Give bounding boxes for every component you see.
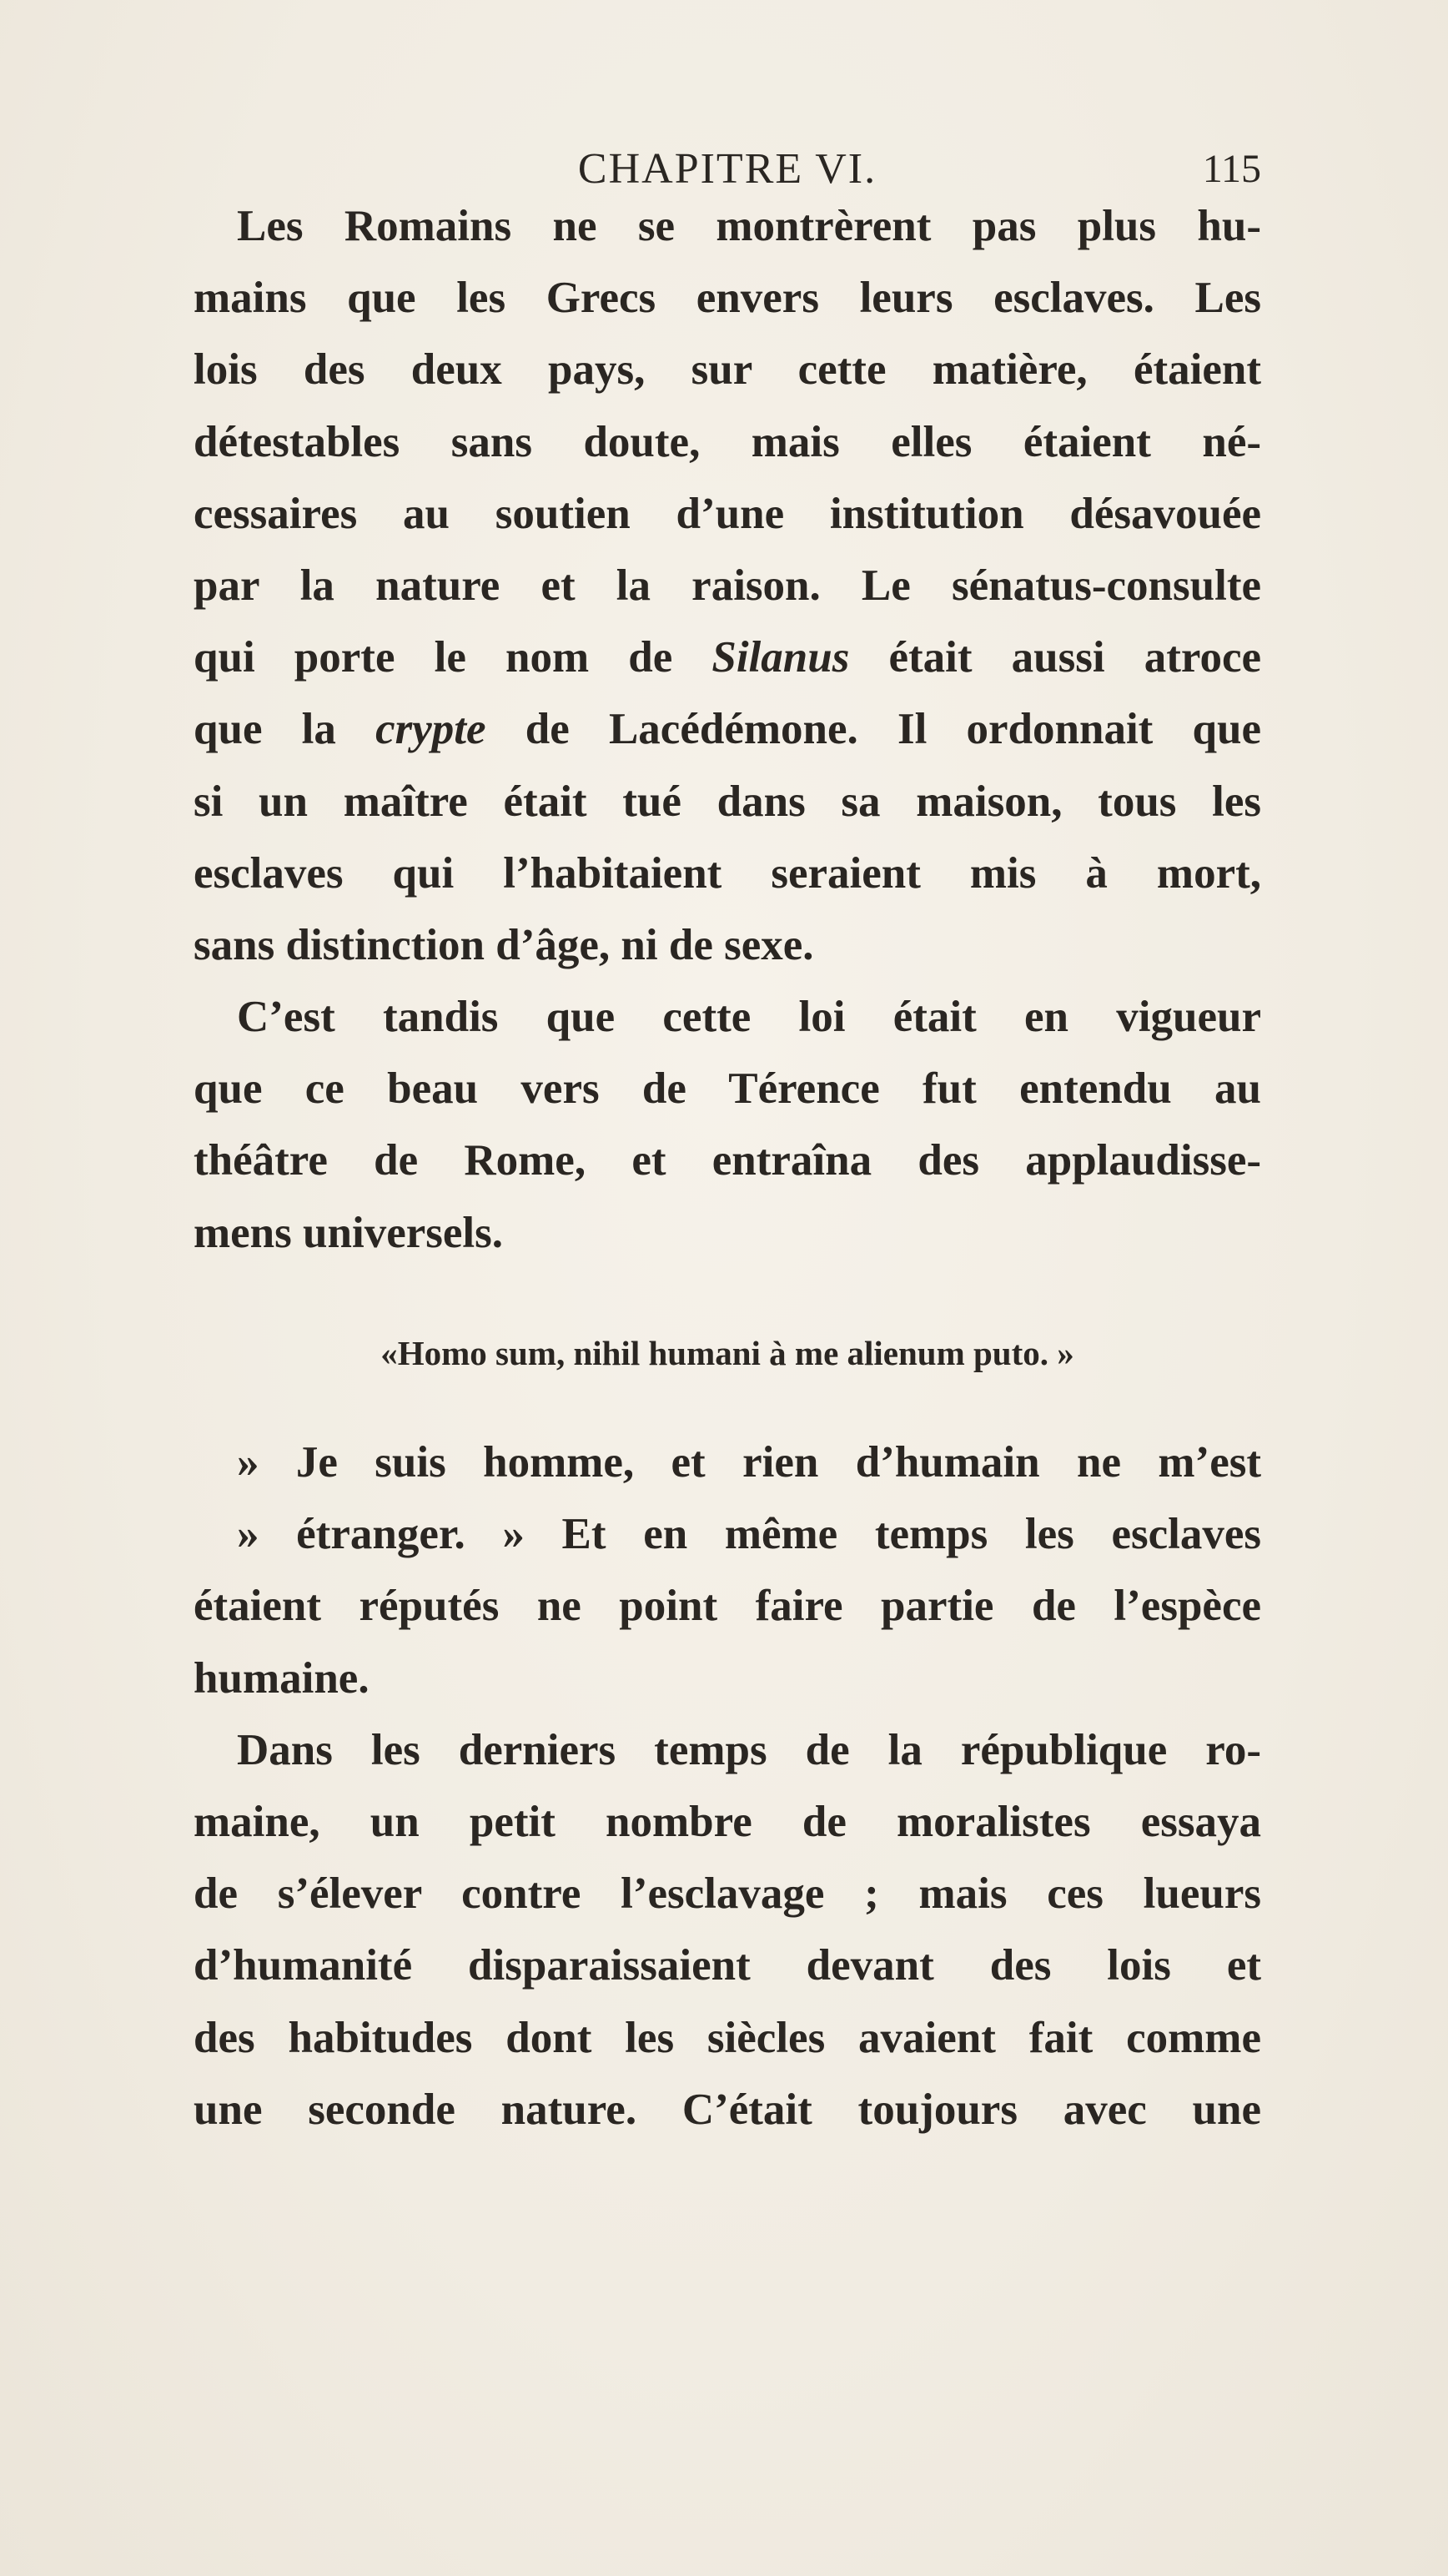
- text-line: détestables sans doute, mais elles étaient né-: [194, 417, 1261, 466]
- text-line: » Je suis homme, et rien d’humain ne m’est: [237, 1438, 1261, 1487]
- text-line: esclaves qui l’habitaient seraient mis à mort,: [194, 848, 1261, 898]
- paragraph-2: [194, 981, 1261, 1269]
- latin-quote: «Homo sum, nihil humani à me alienum puto. »: [380, 1334, 1074, 1372]
- text-line: [194, 693, 1261, 765]
- text-line: Dans les derniers temps de la république ro-: [237, 1725, 1261, 1774]
- running-title: CHAPITRE VI.: [577, 145, 877, 193]
- text-line: lois des deux pays, sur cette matière, étaient: [194, 345, 1261, 395]
- text-line: mens universels.: [194, 1208, 503, 1257]
- italic-term: crypte: [375, 705, 486, 754]
- page-number: 115: [1202, 147, 1261, 191]
- text-line: que ce beau vers de Térence fut entendu au: [194, 1064, 1261, 1114]
- text-line: sans distinction d’âge, ni de sexe.: [194, 920, 814, 969]
- text-line: [194, 621, 1261, 693]
- text-segment: que la: [194, 705, 376, 754]
- text-line: » étranger. » Et en même temps les esclaves: [237, 1510, 1261, 1559]
- text-line: théâtre de Rome, et entraîna des applaudisse-: [194, 1136, 1261, 1185]
- text-line: Les Romains ne se montrèrent pas plus hu-: [237, 202, 1261, 250]
- paragraph-1: [194, 190, 1261, 981]
- text-line: par la nature et la raison. Le sénatus-consulte: [194, 561, 1261, 610]
- text-line: étaient réputés ne point faire partie de l’espèce: [194, 1582, 1261, 1631]
- italic-term: Silanus: [711, 633, 850, 682]
- text-line: si un maître était tué dans sa maison, tous les: [194, 777, 1261, 826]
- text-block-upper: [194, 190, 1261, 1269]
- text-line: de s’élever contre l’esclavage ; mais ces lueurs: [194, 1869, 1261, 1919]
- text-segment: de Lacédémone. Il ordonnait que: [485, 705, 1262, 754]
- paragraph-4: [194, 1714, 1261, 2146]
- text-line: d’humanité disparaissaient devant des lois et: [194, 1941, 1261, 1990]
- text-segment: qui porte le nom de: [194, 633, 712, 682]
- text-segment: était aussi atroce: [849, 633, 1261, 682]
- text-line: des habitudes dont les siècles avaient fait comme: [194, 2013, 1261, 2062]
- paragraph-3: [194, 1426, 1261, 1714]
- text-line: C’est tandis que cette loi était en vigueur: [237, 993, 1261, 1042]
- text-line: maine, un petit nombre de moralistes essaya: [194, 1797, 1261, 1846]
- text-line: mains que les Grecs envers leurs esclaves. Les: [194, 274, 1261, 323]
- text-line: une seconde nature. C’était toujours avec une: [194, 2085, 1261, 2134]
- text-line: humaine.: [194, 1653, 370, 1703]
- text-line: cessaires au soutien d’une institution désavouée: [194, 489, 1261, 538]
- text-block-lower: [194, 1426, 1261, 2146]
